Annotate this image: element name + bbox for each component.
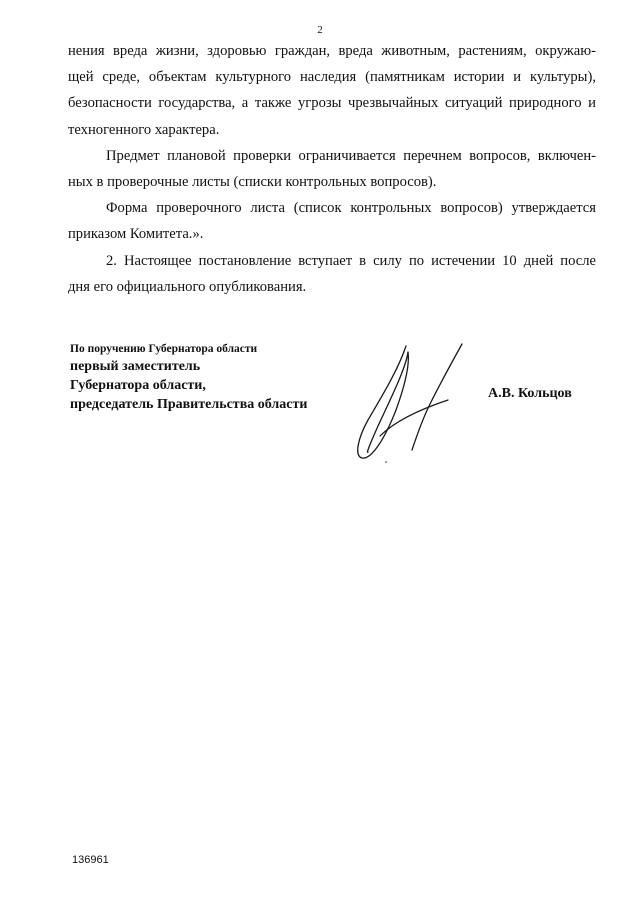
- paragraph-line: приказом Комитета.».: [68, 226, 204, 243]
- paragraph-line: дня его официального опубликования.: [68, 278, 307, 295]
- signer-name: А.В. Кольцов: [488, 386, 572, 401]
- paragraph-line: щей среде, объектам культурного наследия (памятникам истории и культуры),: [68, 69, 596, 86]
- paragraph-line: техногенного характера.: [68, 121, 220, 138]
- handwritten-signature: [340, 340, 480, 470]
- signatory-title-line: Губернатора области,: [70, 378, 206, 393]
- signatory-title-line: председатель Правительства области: [70, 397, 308, 412]
- paragraph-line: 2. Настоящее постановление вступает в силу по истечении 10 дней после: [106, 252, 596, 269]
- document-code: 136961: [72, 854, 109, 866]
- paragraph-line: Предмет плановой проверки ограничивается перечнем вопросов, включен-: [106, 147, 596, 164]
- paragraph-line: Форма проверочного листа (список контрольных вопросов) утверждается: [106, 200, 596, 217]
- signatory-title-line: первый заместитель: [70, 359, 201, 374]
- paragraph-line: нения вреда жизни, здоровью граждан, вреда животным, растениям, окружаю-: [68, 43, 596, 59]
- signatory-title-block: [70, 341, 307, 414]
- on-behalf-line: По поручению Губернатора области: [70, 343, 258, 355]
- paragraph-line: ных в проверочные листы (списки контрольных вопросов).: [68, 173, 437, 190]
- paragraph-line: безопасности государства, а также угрозы чрезвычайных ситуаций природного и: [68, 95, 596, 112]
- page-number: 2: [317, 24, 323, 36]
- document-body: [68, 38, 596, 300]
